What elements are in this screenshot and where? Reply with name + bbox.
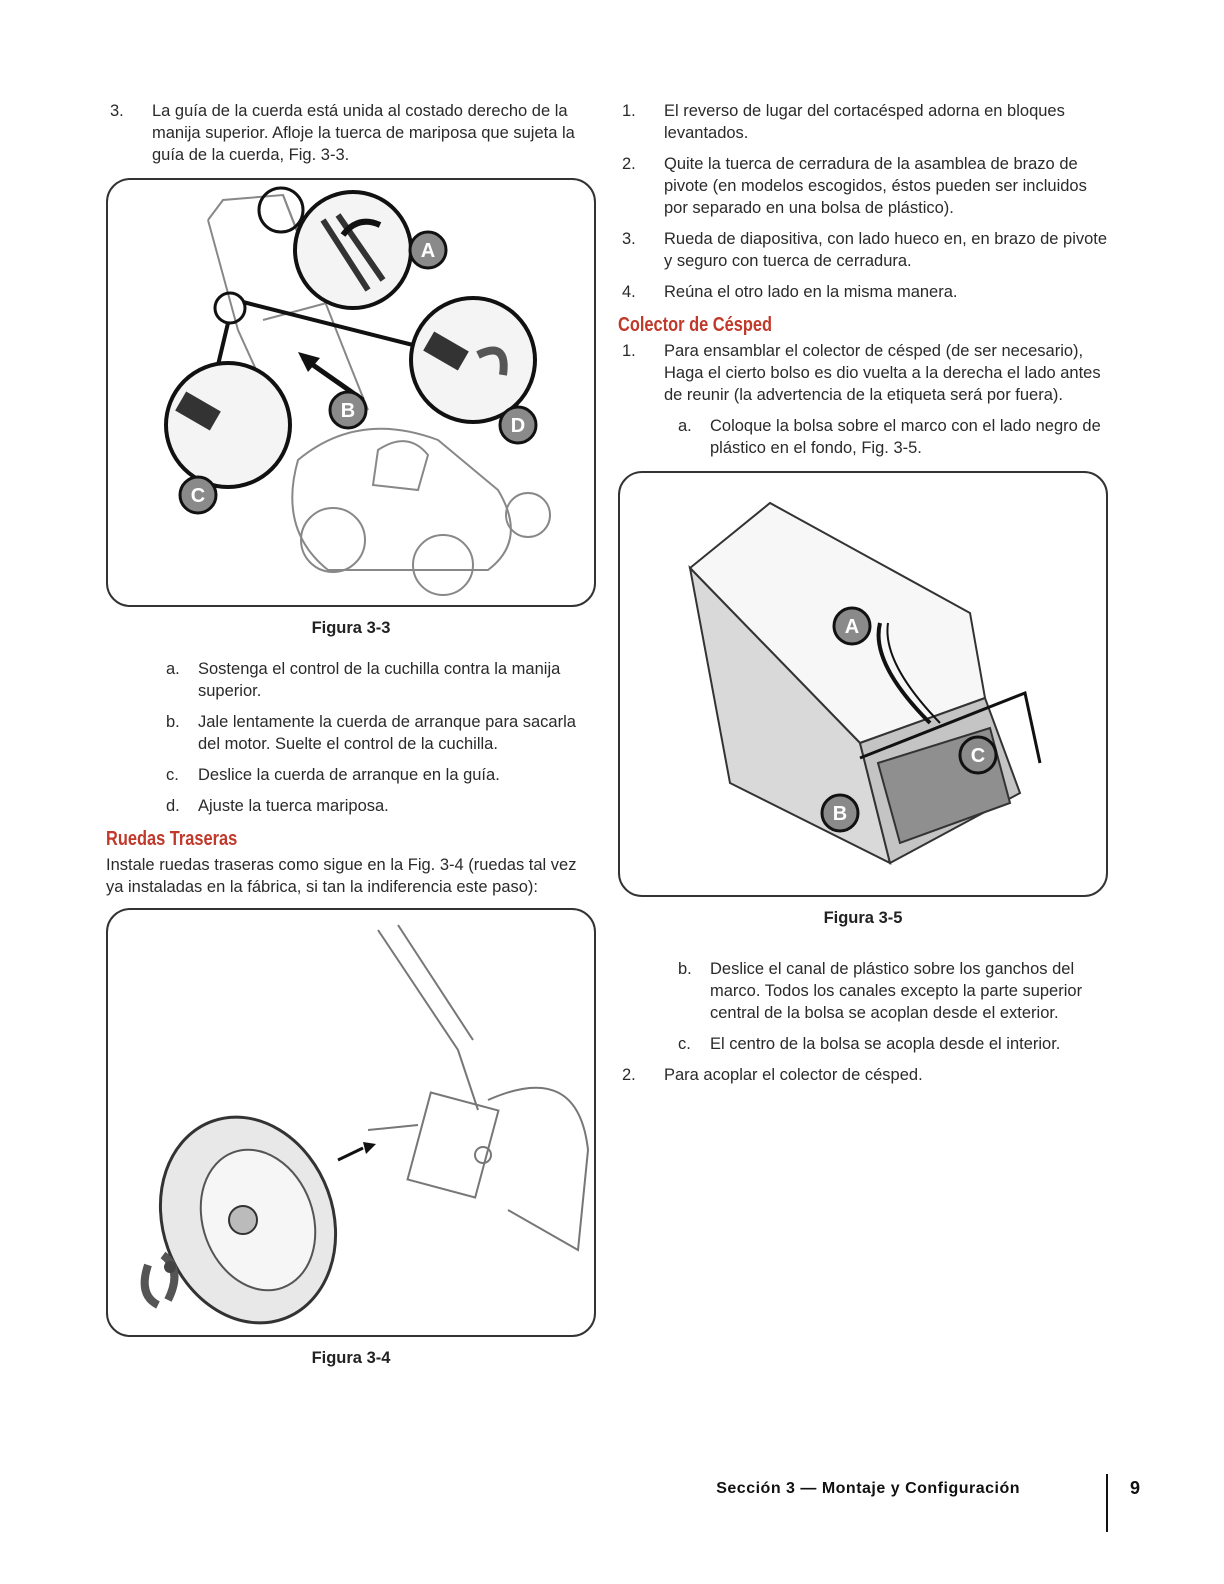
left-column [106,100,596,1368]
figure-3-4 [106,908,596,1337]
step-3-rope-guide [106,100,596,166]
label-c: C [970,745,986,767]
colector-step-2: 2. Para acoplar el colector de césped. [622,1066,923,1084]
colector-heading: Colector de Césped [618,314,773,336]
page-number: 9 [1130,1478,1141,1498]
step-2-remove-lock-nut: 2. Quite la tuerca de cerradura de la asamblea de brazo de pivote (en modelos escogidos, éstos pueden ser incluidos por separado en una bolsa de plástico). [622,155,1087,217]
step-1-reverse-mower: 1. El reverso de lugar del cortacésped adorna en bloques levantados. [622,102,1065,142]
substep-a: a. Sostenga el control de la cuchilla contra la manija superior. [166,660,561,700]
bag-substep-b: b. Deslice el canal de plástico sobre los ganchos del marco. Todos los canales excepto la parte superior central de la bolsa se acoplan desde el exterior. [678,960,1083,1022]
ruedas-intro: Instale ruedas traseras como sigue en la Fig. 3-4 (ruedas tal vez ya instaladas en la fábrica, si tan la indiferencia este paso): [106,856,577,896]
label-a: A [420,240,436,262]
substep-c: c. Deslice la cuerda de arranque en la guía. [166,766,500,784]
step-text: La guía de la cuerda está unida al costado derecho de la manija superior. Afloje la tuerca de mariposa que sujeta la guía de la cuerda, Fig. 3-3. [152,102,575,164]
figure-3-5 [618,471,1108,897]
page-footer [716,1474,1160,1534]
substep-d: d. Ajuste la tuerca mariposa. [166,797,389,815]
step-3-slide-wheel: 3. Rueda de diapositiva, con lado hueco en, en brazo de pivote y seguro con tuerca de cerradura. [622,230,1108,270]
colector-step-1: 1. Para ensamblar el colector de césped (de ser necesario), Haga el cierto bolso es dio vuelta a la derecha el lado antes de reunir (la advertencia de la etiqueta será por fuera). [622,342,1101,404]
figure-3-4-caption: Figura 3-4 [311,1349,391,1367]
figure-3-5-caption: Figura 3-5 [823,909,903,927]
label-a: A [844,616,860,638]
colector-substep-a: a. Coloque la bolsa sobre el marco con el lado negro de plástico en el fondo, Fig. 3-5. [678,417,1101,457]
label-b: B [340,400,356,422]
section-title: Sección 3 — Montaje y Configuración [716,1480,1020,1497]
figure-3-5-illustration [620,473,1106,895]
label-b: B [832,803,848,825]
figure-3-3-illustration [108,180,594,605]
figure-3-4-illustration [108,910,594,1335]
step-number: 3. [110,102,124,120]
step-4-other-side: 4. Reúna el otro lado en la misma manera. [622,283,958,301]
footer-divider [1106,1474,1108,1532]
substep-b: b. Jale lentamente la cuerda de arranque para sacarla del motor. Suelte el control de la cuchilla. [166,713,576,753]
right-column [618,100,1108,1095]
ruedas-traseras-heading: Ruedas Traseras [106,828,238,850]
bag-substep-c: c. El centro de la bolsa se acopla desde el interior. [678,1035,1061,1053]
label-c: C [190,485,206,507]
figure-3-3-caption: Figura 3-3 [311,619,391,637]
label-d: D [510,415,526,437]
figure-3-3 [106,178,596,607]
